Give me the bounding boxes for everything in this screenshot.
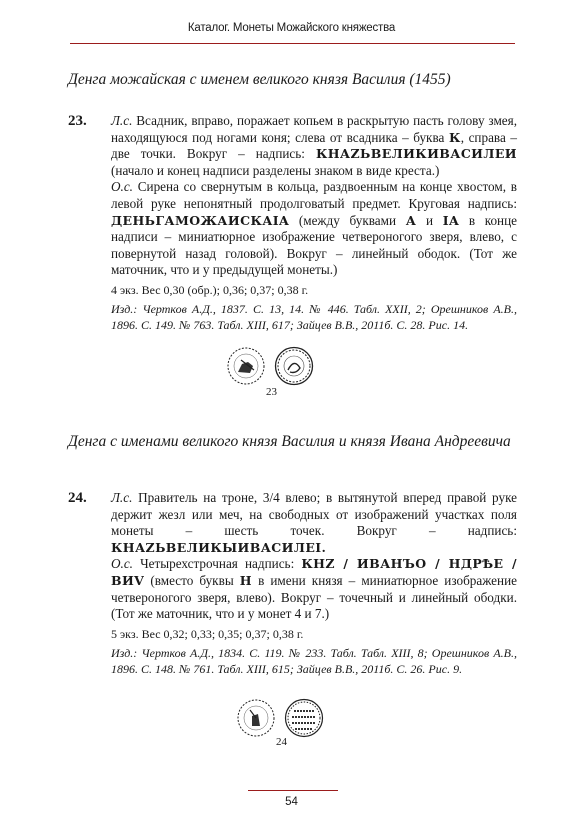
reverse-legend: ДЕНЬГАМОЖАИСКАIA xyxy=(111,212,290,228)
reverse-text-3: в имени князя – миниатюрное изображение четвероногого зверя, влево). Вокруг – точечный и линейный ободки. (Тот же маточник, что и у монет 4 и 7.) xyxy=(111,572,518,622)
obverse-text-2: , справа – две точки. Вокруг – надпись: xyxy=(111,129,517,162)
obverse-letter: К xyxy=(448,129,461,145)
reverse-text: Сирена со свернутым в кольца, раздвоенным на конце хвостом, в левой руке непонятный продолговатый предмет. Круговая надпись: xyxy=(111,179,518,211)
reverse-text-4: в конце надписи – миниатюрное изображение четвероногого зверя, влево, с повернутой назад головой). Вокруг – линейный ободок. (Тот же маточник, что и у предыдущей монеты.) xyxy=(111,212,518,278)
reverse-legend: КНZ / ИВАНЪО / НДРѢЕ / ВИV xyxy=(111,556,517,588)
coin-obverse-image xyxy=(226,346,266,386)
obverse-text: Всадник, вправо, поражает копьем в раскрытую пасть голову змея, находящуюся под ногами коня; слева от всадника – буква xyxy=(111,113,518,145)
obverse-label: Л.с. xyxy=(111,490,133,505)
obverse-label: Л.с. xyxy=(111,113,133,128)
reverse-text-2: (вместо буквы xyxy=(150,572,234,588)
reverse-text: Четырехстрочная надпись: xyxy=(140,556,295,572)
reverse-letter-a: А xyxy=(405,212,417,228)
reverse-label: О.с. xyxy=(111,179,133,195)
header-rule xyxy=(70,43,515,44)
page-number: 54 xyxy=(285,796,298,808)
reverse-paragraph xyxy=(111,556,517,622)
obverse-legend: КНАZЬВЕЛИКИВАСИЛЕИ xyxy=(315,146,517,162)
reverse-paragraph xyxy=(111,179,517,279)
bibliography-reference: Изд.: Чертков А.Д., 1837. С. 13, 14. № 446. Табл. XXII, 2; Орешников А.В., 1896. С. 149. № 763. Табл. XIII, 617; Зайцев В.В., 2011б. С. 28. Рис. 14. xyxy=(111,302,517,332)
obverse-text: Правитель на троне, 3/4 влево; в вытянутой вперед правой руке держит жезл или меч, на свободных от изображений участках поля монеты – шесть точек. Вокруг – надпись: xyxy=(111,490,517,539)
reverse-letter-b: IA xyxy=(442,212,460,228)
coin-obverse-image xyxy=(236,698,276,738)
coin-reverse-image xyxy=(274,346,314,386)
section-title-2: Денга с именами великого князя Василия и князя Ивана Андреевича xyxy=(68,433,511,450)
running-header: Каталог. Монеты Можайского княжества xyxy=(187,22,396,34)
obverse-text-3: (начало и конец надписи разделены знаком в виде креста.) xyxy=(111,162,440,178)
coin-figure-23 xyxy=(226,346,314,398)
bibliography-reference: Изд.: Чертков А.Д., 1834. С. 119. № 233. Табл. Табл. XIII, 8; Орешников А.В., 1896. С. 148. № 761. Табл. XIII, 615; Зайцев В.В., 2011б. С. 26. Рис. 9. xyxy=(111,646,517,676)
entry-number-23: 23. xyxy=(68,113,87,129)
entry-23-body xyxy=(111,113,517,333)
reverse-label: О.с. xyxy=(111,556,133,572)
weights: 5 экз. Вес 0,32; 0,33; 0,35; 0,37; 0,38 г. xyxy=(111,626,304,641)
coin-figure-24 xyxy=(236,698,324,748)
entry-24-body xyxy=(111,490,517,677)
reverse-text-3: и xyxy=(426,212,434,228)
entry-number-24: 24. xyxy=(68,490,87,506)
figure-number-24: 24 xyxy=(276,736,287,748)
section-title-1: Денга можайская с именем великого князя Василия (1455) xyxy=(68,71,451,88)
obverse-paragraph xyxy=(111,490,517,556)
footer-rule xyxy=(248,790,338,791)
reverse-text-2: (между буквами xyxy=(298,212,397,228)
reverse-letter: Н xyxy=(239,572,252,588)
obverse-legend: КНАZЬВЕЛИКЫИВАСИЛЕI. xyxy=(111,539,327,555)
coin-reverse-image xyxy=(284,698,324,738)
weights: 4 экз. Вес 0,30 (обр.); 0,36; 0,37; 0,38 г. xyxy=(111,282,309,297)
obverse-paragraph xyxy=(111,113,517,179)
figure-number-23: 23 xyxy=(266,386,277,398)
